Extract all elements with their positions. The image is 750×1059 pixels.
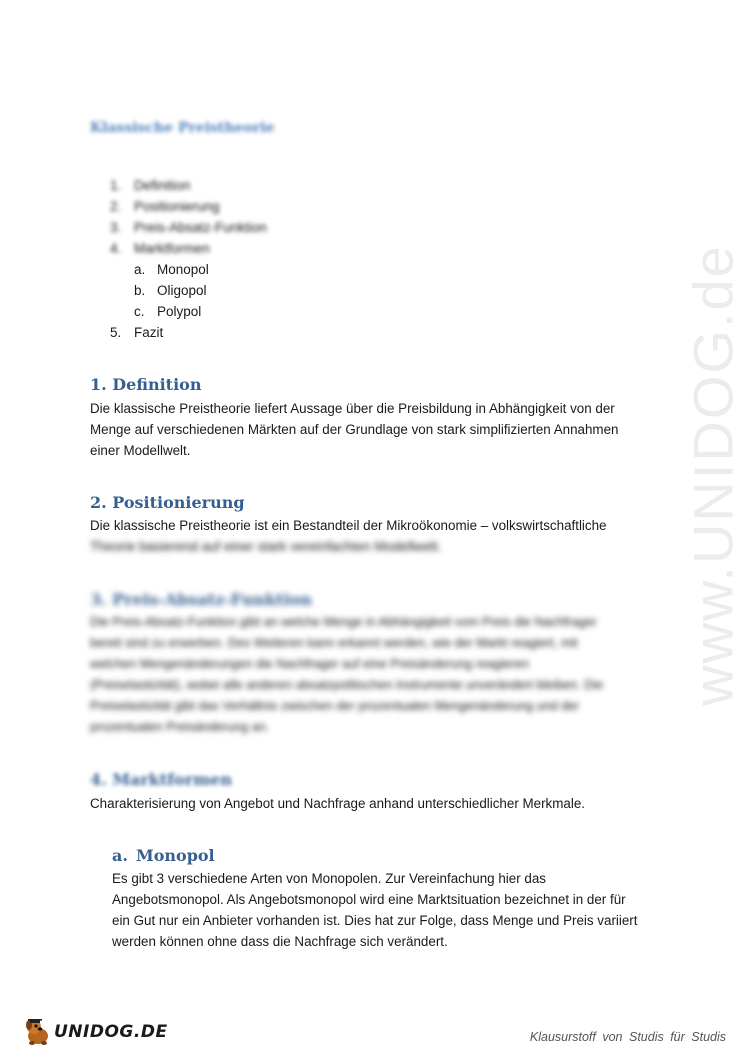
subsection-title: Monopol [136,846,215,865]
paragraph-line: Die klassische Preistheorie ist ein Bestandteil der Mikroökonomie – volkswirtschaftliche [90,518,607,533]
watermark: www.UNIDOG.de [681,244,745,706]
paragraph-line: Preiselastizität gibt das Verhältnis zwischen der prozentualen Mengenänderung und der [90,699,580,713]
toc-item-preis-absatz-funktion [110,217,267,238]
toc-number: c. [134,304,145,319]
toc-number: 3. [110,220,122,235]
paragraph-line: Theorie basierend auf einer stark vereinfachten Modellwelt. [90,539,442,554]
section-heading-marktformen: 4. Marktformen [90,770,232,789]
paragraph-line: einer Modellwelt. [90,443,191,458]
document-title: Klassische Preistheorie [90,120,275,136]
subsection-number: a. [112,846,128,865]
toc-label: Definition [134,178,191,193]
toc-label: Marktformen [134,241,210,256]
section-heading-preis-absatz-funktion: 3. Preis-Absatz-Funktion [90,590,312,609]
toc-item-oligopol [110,280,267,301]
toc-item-fazit [110,322,267,343]
toc-label: Monopol [157,262,209,277]
toc-item-definition [110,175,267,196]
toc-label: Positionierung [134,199,220,214]
toc-label: Oligopol [157,283,207,298]
section-body-preis-absatz-funktion [90,612,660,738]
section-body-definition [90,398,660,461]
paragraph-line: Die klassische Preistheorie liefert Aussage über die Preisbildung in Abhängigkeit von der [90,401,615,416]
toc-item-polypol [110,301,267,322]
toc-item-marktformen [110,238,267,259]
paragraph-line: Menge auf verschiedenen Märkten auf der Grundlage von stark simplifizierten Annahmen [90,422,619,437]
paragraph-line: bereit sind zu erwerben. Des Weiteren kann erkannt werden, wie der Markt reagiert, mit [90,636,578,650]
toc-number: 4. [110,241,122,256]
paragraph-line: Die Preis-Absatz-Funktion gibt an welche Menge in Abhängigkeit vom Preis die Nachfrager [90,615,597,629]
paragraph-line: prozentualen Preisänderung an. [90,720,270,734]
toc-label: Fazit [134,325,164,340]
section-body-positionierung [90,515,660,557]
dog-icon [22,1016,54,1048]
footer-tagline: Klausurstoff von Studis für Studis [529,1030,726,1044]
logo-text: UNIDOG.DE [54,1022,168,1042]
paragraph-line: werden können ohne dass die Nachfrage sich verändert. [112,934,448,949]
toc-number: a. [134,262,146,277]
toc-number: 5. [110,325,122,340]
toc-item-monopol [110,259,267,280]
section-heading-definition: 1. Definition [90,375,202,394]
paragraph-line: Charakterisierung von Angebot und Nachfrage anhand unterschiedlicher Merkmale. [90,796,586,811]
toc-number: b. [134,283,146,298]
subsection-body-monopol [112,868,662,952]
paragraph-line: (Preiselastizität), wobei alle anderen absatzpolitischen Instrumente unverändert bleiben. Die [90,678,604,692]
section-heading-positionierung: 2. Positionierung [90,493,245,512]
toc-item-positionierung [110,196,267,217]
toc-label: Preis-Absatz-Funktion [134,220,267,235]
paragraph-line: ein Gut nur ein Anbieter vorhanden ist. Dies hat zur Folge, dass Menge und Preis variiert [112,913,638,928]
subsection-heading-monopol [112,846,215,865]
toc-label: Polypol [157,304,202,319]
paragraph-line: Es gibt 3 verschiedene Arten von Monopolen. Zur Vereinfachung hier das [112,871,546,886]
unidog-logo[interactable] [22,1016,182,1048]
section-body-marktformen [90,793,660,814]
table-of-contents [110,175,267,343]
toc-number: 2. [110,199,122,214]
paragraph-line: Angebotsmonopol. Als Angebotsmonopol wird eine Marktsituation bezeichnet in der für [112,892,626,907]
toc-number: 1. [110,178,122,193]
paragraph-line: welchen Mengenänderungen die Nachfrager auf eine Preisänderung reagieren [90,657,529,671]
